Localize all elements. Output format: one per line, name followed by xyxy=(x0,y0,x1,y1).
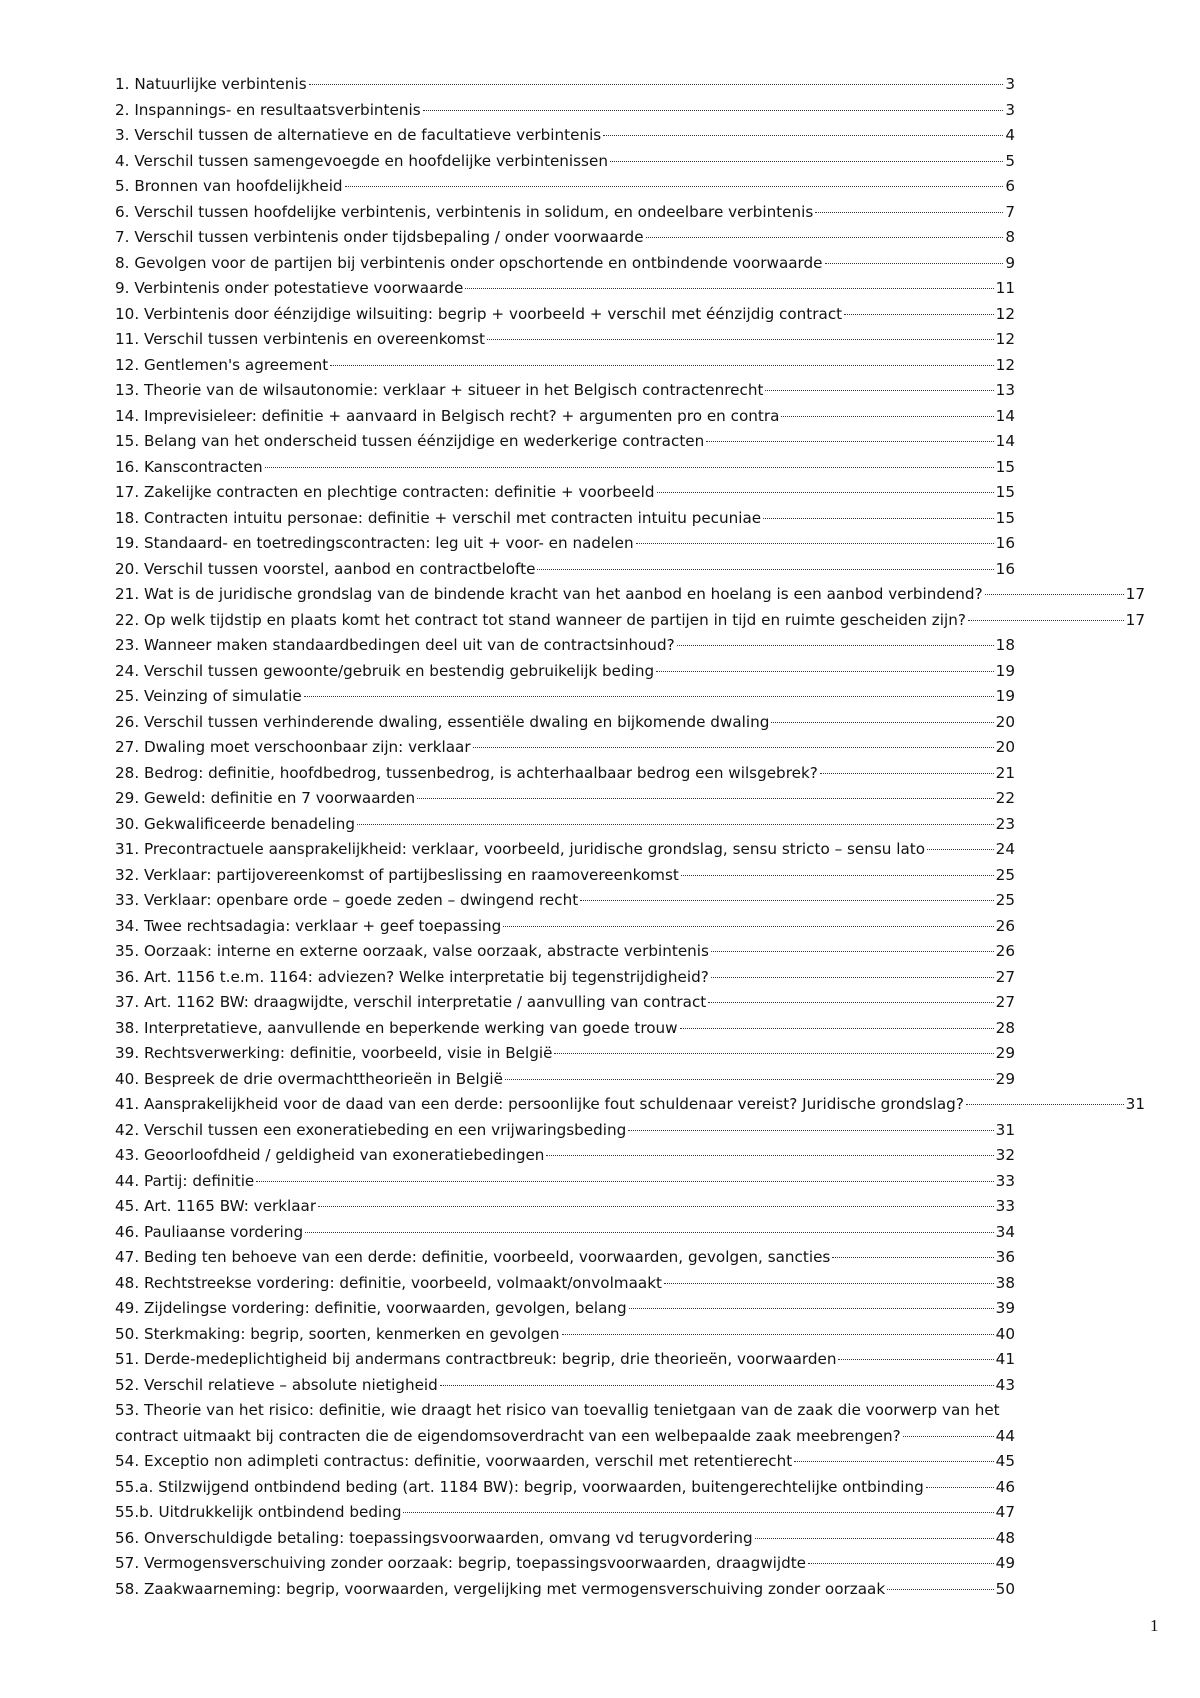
toc-entry-title: 56. Onverschuldigde betaling: toepassingsvoorwaarden, omvang vd terugvordering xyxy=(115,1528,753,1547)
toc-entry-page: 34 xyxy=(995,1222,1015,1241)
toc-entry-title: 42. Verschil tussen een exoneratiebeding en een vrijwaringsbeding xyxy=(115,1120,627,1139)
toc-entry-title: 30. Gekwalificeerde benadeling xyxy=(115,814,356,833)
toc-entry-title: 26. Verschil tussen verhinderende dwaling, essentiële dwaling en bijkomende dwaling xyxy=(115,712,770,731)
toc-entry-title: 36. Art. 1156 t.e.m. 1164: adviezen? Welke interpretatie bij tegenstrijdigheid? xyxy=(115,967,709,986)
toc-entry-page: 27 xyxy=(995,993,1015,1011)
dot-leader xyxy=(554,1053,993,1054)
toc-entry-page: 49 xyxy=(995,1554,1015,1572)
toc-entry[interactable] xyxy=(115,939,1015,965)
toc-entry[interactable] xyxy=(115,1067,1015,1093)
dot-leader xyxy=(265,467,994,468)
toc-entry[interactable] xyxy=(115,608,1145,634)
dot-leader xyxy=(646,237,1004,238)
dot-leader xyxy=(603,135,1003,136)
toc-entry-title: 51. Derde-medeplichtigheid bij andermans contractbreuk: begrip, drie theorieën, voorwaarden xyxy=(115,1350,837,1368)
toc-entry-title: 28. Bedrog: definitie, hoofdbedrog, tussenbedrog, is achterhaalbaar bedrog een wilsgebrek? xyxy=(115,763,818,782)
toc-entry[interactable] xyxy=(115,659,1015,685)
dot-leader xyxy=(546,1155,993,1156)
toc-entry-page: 25 xyxy=(995,891,1015,909)
table-of-contents xyxy=(115,72,1145,1602)
dot-leader xyxy=(808,1563,994,1564)
toc-entry[interactable] xyxy=(115,786,1015,812)
dot-leader xyxy=(794,1461,993,1462)
toc-entry-page: 50 xyxy=(995,1579,1015,1598)
toc-entry-page: 46 xyxy=(995,1477,1015,1496)
toc-entry-page: 31 xyxy=(995,1120,1015,1139)
toc-entry-page: 19 xyxy=(995,687,1015,705)
dot-leader xyxy=(680,1028,994,1029)
toc-entry-page: 18 xyxy=(995,636,1015,654)
dot-leader xyxy=(473,747,994,748)
toc-entry-title: 32. Verklaar: partijovereenkomst of partijbeslissing en raamovereenkomst xyxy=(115,865,679,884)
dot-leader xyxy=(304,696,994,697)
toc-entry-page: 33 xyxy=(995,1197,1015,1215)
toc-entry[interactable] xyxy=(115,1041,1015,1067)
dot-leader xyxy=(820,773,994,774)
toc-entry-title: 27. Dwaling moet verschoonbaar zijn: verklaar xyxy=(115,738,471,756)
toc-entry-page: 44 xyxy=(995,1426,1015,1445)
toc-entry-title: 40. Bespreek de drie overmachttheorieën in België xyxy=(115,1069,503,1088)
dot-leader xyxy=(844,314,994,315)
toc-entry[interactable] xyxy=(115,1475,1015,1501)
toc-entry-title: 23. Wanneer maken standaardbedingen deel uit van de contractsinhoud? xyxy=(115,636,675,654)
toc-entry-page: 17 xyxy=(1125,610,1145,629)
toc-entry[interactable] xyxy=(115,812,1015,838)
toc-entry-page: 9 xyxy=(1005,253,1015,272)
toc-entry[interactable] xyxy=(115,404,1015,430)
toc-entry[interactable] xyxy=(115,1449,1015,1475)
toc-entry-page: 15 xyxy=(995,483,1015,501)
page-number: 1 xyxy=(1150,1616,1159,1635)
toc-entry[interactable] xyxy=(115,1092,1145,1118)
toc-entry-page: 7 xyxy=(1005,202,1015,221)
dot-leader xyxy=(711,951,994,952)
toc-entry-page: 26 xyxy=(995,916,1015,935)
dot-leader xyxy=(417,798,994,799)
toc-entry-page: 21 xyxy=(995,763,1015,782)
dot-leader xyxy=(656,671,994,672)
toc-entry-title: 12. Gentlemen's agreement xyxy=(115,355,329,374)
toc-entry-page: 23 xyxy=(995,814,1015,833)
toc-entry-title: 16. Kanscontracten xyxy=(115,457,263,476)
dot-leader xyxy=(503,926,993,927)
toc-entry[interactable] xyxy=(115,1551,1015,1577)
toc-entry-title: 38. Interpretatieve, aanvullende en beperkende werking van goede trouw xyxy=(115,1018,678,1037)
toc-entry[interactable] xyxy=(115,225,1015,251)
toc-entry-title: 57. Vermogensverschuiving zonder oorzaak: begrip, toepassingsvoorwaarden, draagwijdte xyxy=(115,1554,807,1572)
toc-entry-page: 24 xyxy=(995,840,1015,858)
toc-entry-title: 45. Art. 1165 BW: verklaar xyxy=(115,1197,317,1215)
toc-entry-page: 16 xyxy=(995,534,1015,552)
dot-leader xyxy=(708,1002,993,1003)
dot-leader xyxy=(903,1436,994,1437)
toc-entry-page: 47 xyxy=(995,1503,1015,1521)
dot-leader xyxy=(505,1079,994,1080)
toc-entry-page: 3 xyxy=(1005,75,1015,93)
dot-leader xyxy=(681,875,994,876)
toc-entry-page: 13 xyxy=(995,381,1015,399)
toc-entry-title: 5. Bronnen van hoofdelijkheid xyxy=(115,177,343,195)
dot-leader xyxy=(706,441,993,442)
toc-entry[interactable] xyxy=(115,965,1015,991)
dot-leader xyxy=(580,900,993,901)
toc-entry[interactable] xyxy=(115,531,1015,557)
toc-entry-title-continued: contract uitmaakt bij contracten die de eigendomsoverdracht van een welbepaalde zaak meebrengen? xyxy=(115,1426,901,1445)
dot-leader xyxy=(657,492,994,493)
dot-leader xyxy=(765,390,993,391)
toc-entry-page: 14 xyxy=(995,432,1015,450)
toc-entry[interactable] xyxy=(115,506,1015,532)
dot-leader xyxy=(423,110,1004,111)
toc-entry[interactable] xyxy=(115,72,1015,98)
dot-leader xyxy=(711,977,994,978)
toc-entry[interactable] xyxy=(115,123,1015,149)
toc-entry[interactable] xyxy=(115,174,1015,200)
toc-entry-title: 21. Wat is de juridische grondslag van de bindende kracht van het aanbod en hoelang is een aanbod verbindend? xyxy=(115,585,983,603)
toc-entry-title: 55.a. Stilzwijgend ontbindend beding (art. 1184 BW): begrip, voorwaarden, buitengerechtelijke ontbinding xyxy=(115,1477,924,1496)
dot-leader xyxy=(440,1385,994,1386)
toc-entry[interactable] xyxy=(115,1194,1015,1220)
toc-entry[interactable] xyxy=(115,276,1015,302)
toc-entry-title: 50. Sterkmaking: begrip, soorten, kenmerken en gevolgen xyxy=(115,1324,560,1343)
toc-entry-title: 29. Geweld: definitie en 7 voorwaarden xyxy=(115,789,416,807)
toc-entry-page: 15 xyxy=(995,508,1015,527)
toc-entry-page: 38 xyxy=(995,1273,1015,1292)
dot-leader xyxy=(664,1283,994,1284)
toc-entry-title: 25. Veinzing of simulatie xyxy=(115,687,302,705)
dot-leader xyxy=(318,1206,994,1207)
toc-entry-title: 19. Standaard- en toetredingscontracten: leg uit + voor- en nadelen xyxy=(115,534,634,552)
dot-leader xyxy=(562,1334,994,1335)
toc-entry[interactable] xyxy=(115,1016,1015,1042)
toc-entry-title: 53. Theorie van het risico: definitie, wie draagt het risico van toevallig tenietgaan van de zaak die voorwerp van het xyxy=(115,1401,1000,1419)
toc-entry[interactable] xyxy=(115,1398,1015,1449)
dot-leader xyxy=(815,212,1003,213)
toc-entry-page: 4 xyxy=(1005,126,1015,144)
toc-entry-page: 5 xyxy=(1005,151,1015,170)
toc-entry-page: 8 xyxy=(1005,228,1015,246)
toc-entry-page: 31 xyxy=(1125,1095,1145,1113)
toc-entry-title: 43. Geoorloofdheid / geldigheid van exoneratiebedingen xyxy=(115,1146,545,1164)
dot-leader xyxy=(968,620,1124,621)
toc-entry-page: 3 xyxy=(1005,100,1015,119)
dot-leader xyxy=(357,824,994,825)
toc-entry[interactable] xyxy=(115,302,1015,328)
toc-entry[interactable] xyxy=(115,684,1015,710)
dot-leader xyxy=(927,849,994,850)
toc-entry-page: 40 xyxy=(995,1324,1015,1343)
toc-entry-title: 6. Verschil tussen hoofdelijke verbintenis, verbintenis in solidum, en ondeelbare verbintenis xyxy=(115,202,814,221)
toc-entry[interactable] xyxy=(115,1296,1015,1322)
dot-leader xyxy=(465,288,993,289)
toc-entry-title: 10. Verbintenis door éénzijdige wilsuiting: begrip + voorbeeld + verschil met éénzijdig contract xyxy=(115,304,843,323)
toc-entry-page: 28 xyxy=(995,1018,1015,1037)
toc-entry-page: 29 xyxy=(995,1044,1015,1062)
toc-entry[interactable] xyxy=(115,200,1015,226)
toc-entry[interactable] xyxy=(115,1143,1015,1169)
toc-entry-page: 48 xyxy=(995,1528,1015,1547)
toc-entry-title: 1. Natuurlijke verbintenis xyxy=(115,75,307,93)
toc-entry[interactable] xyxy=(115,455,1015,481)
toc-entry-title: 39. Rechtsverwerking: definitie, voorbeeld, visie in België xyxy=(115,1044,553,1062)
toc-entry[interactable] xyxy=(115,251,1015,277)
toc-entry-title: 15. Belang van het onderscheid tussen éénzijdige en wederkerige contracten xyxy=(115,432,705,450)
dot-leader xyxy=(345,186,1004,187)
toc-entry-page: 43 xyxy=(995,1375,1015,1394)
toc-entry-page: 12 xyxy=(995,330,1015,348)
toc-entry[interactable] xyxy=(115,990,1015,1016)
toc-entry-title: 33. Verklaar: openbare orde – goede zeden – dwingend recht xyxy=(115,891,579,909)
dot-leader xyxy=(771,722,993,723)
toc-entry-title: 35. Oorzaak: interne en externe oorzaak, valse oorzaak, abstracte verbintenis xyxy=(115,942,709,960)
toc-entry-page: 6 xyxy=(1005,177,1015,195)
toc-entry-page: 12 xyxy=(995,304,1015,323)
toc-entry-title: 52. Verschil relatieve – absolute nietigheid xyxy=(115,1375,438,1394)
toc-entry-title: 58. Zaakwaarneming: begrip, voorwaarden, vergelijking met vermogensverschuiving zonder oorzaak xyxy=(115,1579,886,1598)
toc-entry[interactable] xyxy=(115,1245,1015,1271)
toc-entry-page: 41 xyxy=(995,1350,1015,1368)
toc-entry-title: 8. Gevolgen voor de partijen bij verbintenis onder opschortende en ontbindende voorwaarde xyxy=(115,253,823,272)
dot-leader xyxy=(309,84,1004,85)
toc-entry-page: 45 xyxy=(995,1452,1015,1470)
toc-entry-title: 46. Pauliaanse vordering xyxy=(115,1222,304,1241)
toc-entry-page: 14 xyxy=(995,406,1015,425)
dot-leader xyxy=(537,569,993,570)
toc-entry[interactable] xyxy=(115,1322,1015,1348)
toc-entry-page: 36 xyxy=(995,1248,1015,1266)
dot-leader xyxy=(677,645,994,646)
toc-entry[interactable] xyxy=(115,353,1015,379)
toc-entry[interactable] xyxy=(115,429,1015,455)
toc-entry[interactable] xyxy=(115,863,1015,889)
toc-entry-title: 44. Partij: definitie xyxy=(115,1171,255,1190)
toc-entry[interactable] xyxy=(115,582,1145,608)
toc-entry-title: 11. Verschil tussen verbintenis en overeenkomst xyxy=(115,330,485,348)
toc-entry[interactable] xyxy=(115,761,1015,787)
toc-entry[interactable] xyxy=(115,1526,1015,1552)
toc-entry[interactable] xyxy=(115,378,1015,404)
toc-entry[interactable] xyxy=(115,557,1015,583)
toc-entry-page: 26 xyxy=(995,942,1015,960)
toc-entry[interactable] xyxy=(115,1220,1015,1246)
dot-leader xyxy=(628,1130,993,1131)
toc-entry-title: 14. Imprevisieleer: definitie + aanvaard in Belgisch recht? + argumenten pro en contra xyxy=(115,406,780,425)
toc-entry[interactable] xyxy=(115,1577,1015,1603)
dot-leader xyxy=(305,1232,994,1233)
toc-entry-title: 3. Verschil tussen de alternatieve en de facultatieve verbintenis xyxy=(115,126,602,144)
dot-leader xyxy=(966,1104,1124,1105)
toc-entry[interactable] xyxy=(115,735,1015,761)
dot-leader xyxy=(487,339,994,340)
dot-leader xyxy=(256,1181,993,1182)
dot-leader xyxy=(838,1359,993,1360)
dot-leader xyxy=(636,543,994,544)
toc-entry-page: 17 xyxy=(1125,585,1145,603)
toc-entry[interactable] xyxy=(115,1373,1015,1399)
toc-entry[interactable] xyxy=(115,480,1015,506)
toc-entry-page: 11 xyxy=(995,279,1015,297)
dot-leader xyxy=(887,1589,994,1590)
dot-leader xyxy=(781,416,993,417)
toc-entry-page: 20 xyxy=(995,712,1015,731)
toc-entry-title: 54. Exceptio non adimpleti contractus: definitie, voorwaarden, verschil met retentierecht xyxy=(115,1452,793,1470)
toc-entry-title: 9. Verbintenis onder potestatieve voorwaarde xyxy=(115,279,464,297)
toc-entry-title: 41. Aansprakelijkheid voor de daad van een derde: persoonlijke fout schuldenaar vereist? Juridische grondslag? xyxy=(115,1095,964,1113)
toc-entry[interactable] xyxy=(115,710,1015,736)
toc-entry-title: 17. Zakelijke contracten en plechtige contracten: definitie + voorbeeld xyxy=(115,483,655,501)
toc-entry-title: 49. Zijdelingse vordering: definitie, voorwaarden, gevolgen, belang xyxy=(115,1299,627,1317)
toc-entry[interactable] xyxy=(115,327,1015,353)
toc-entry[interactable] xyxy=(115,1347,1015,1373)
toc-entry-title: 7. Verschil tussen verbintenis onder tijdsbepaling / onder voorwaarde xyxy=(115,228,644,246)
toc-entry-page: 22 xyxy=(995,789,1015,807)
toc-entry-title: 20. Verschil tussen voorstel, aanbod en contractbelofte xyxy=(115,559,536,578)
toc-entry[interactable] xyxy=(115,633,1015,659)
toc-entry-page: 19 xyxy=(995,661,1015,680)
toc-entry-page: 29 xyxy=(995,1069,1015,1088)
dot-leader xyxy=(985,594,1124,595)
dot-leader xyxy=(926,1487,994,1488)
toc-entry-title: 2. Inspannings- en resultaatsverbintenis xyxy=(115,100,421,119)
toc-entry[interactable] xyxy=(115,837,1015,863)
toc-entry-page: 27 xyxy=(995,967,1015,986)
toc-entry-title: 37. Art. 1162 BW: draagwijdte, verschil interpretatie / aanvulling van contract xyxy=(115,993,707,1011)
dot-leader xyxy=(610,161,1003,162)
toc-entry-page: 15 xyxy=(995,457,1015,476)
toc-entry-title: 22. Op welk tijdstip en plaats komt het contract tot stand wanneer de partijen in tijd en ruimte gescheiden zijn? xyxy=(115,610,966,629)
dot-leader xyxy=(755,1538,994,1539)
toc-entry[interactable] xyxy=(115,1118,1015,1144)
toc-entry-title: 18. Contracten intuitu personae: definitie + verschil met contracten intuitu pecuniae xyxy=(115,508,762,527)
dot-leader xyxy=(629,1308,994,1309)
toc-entry-page: 33 xyxy=(995,1171,1015,1190)
dot-leader xyxy=(403,1512,993,1513)
toc-entry-title: 55.b. Uitdrukkelijk ontbindend beding xyxy=(115,1503,402,1521)
toc-entry-page: 25 xyxy=(995,865,1015,884)
toc-entry[interactable] xyxy=(115,1500,1015,1526)
toc-entry-page: 12 xyxy=(995,355,1015,374)
toc-entry-title: 31. Precontractuele aansprakelijkheid: verklaar, voorbeeld, juridische grondslag, sensu stricto – sensu lato xyxy=(115,840,926,858)
toc-entry-page: 39 xyxy=(995,1299,1015,1317)
toc-entry[interactable] xyxy=(115,98,1015,124)
toc-entry-title: 24. Verschil tussen gewoonte/gebruik en bestendig gebruikelijk beding xyxy=(115,661,655,680)
toc-entry-page: 16 xyxy=(995,559,1015,578)
toc-entry[interactable] xyxy=(115,149,1015,175)
dot-leader xyxy=(330,365,993,366)
dot-leader xyxy=(832,1257,993,1258)
dot-leader xyxy=(763,518,994,519)
toc-entry-title: 47. Beding ten behoeve van een derde: definitie, voorbeeld, voorwaarden, gevolgen, sancties xyxy=(115,1248,831,1266)
toc-entry-title: 4. Verschil tussen samengevoegde en hoofdelijke verbintenissen xyxy=(115,151,608,170)
toc-entry[interactable] xyxy=(115,1271,1015,1297)
toc-entry-title: 34. Twee rechtsadagia: verklaar + geef toepassing xyxy=(115,916,502,935)
toc-entry-title: 48. Rechtstreekse vordering: definitie, voorbeeld, volmaakt/onvolmaakt xyxy=(115,1273,662,1292)
toc-entry[interactable] xyxy=(115,914,1015,940)
toc-entry-title: 13. Theorie van de wilsautonomie: verklaar + situeer in het Belgisch contractenrecht xyxy=(115,381,764,399)
toc-entry-page: 20 xyxy=(995,738,1015,756)
toc-entry[interactable] xyxy=(115,1169,1015,1195)
toc-entry[interactable] xyxy=(115,888,1015,914)
dot-leader xyxy=(825,263,1004,264)
toc-entry-page: 32 xyxy=(995,1146,1015,1164)
